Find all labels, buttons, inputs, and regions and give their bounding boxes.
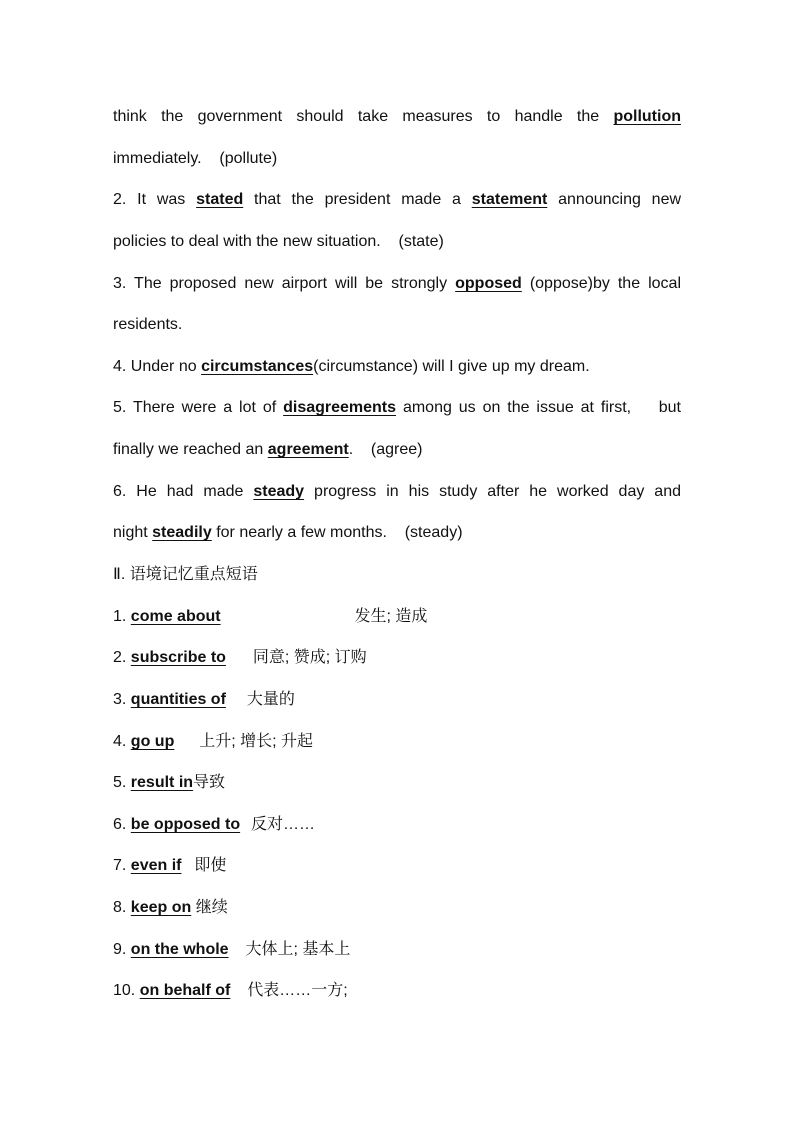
phrase-number: 7. xyxy=(113,857,127,874)
q3-answer: opposed xyxy=(455,275,522,292)
phrase-meaning: 反对…… xyxy=(251,816,316,833)
q5-line1 xyxy=(113,397,681,419)
phrase: go up xyxy=(130,733,175,750)
phrase-meaning: 大量的 xyxy=(246,691,295,708)
q1-line2 xyxy=(113,148,681,170)
list-item xyxy=(113,606,681,628)
list-item xyxy=(113,647,681,669)
phrase-meaning: 同意; 赞成; 订购 xyxy=(252,649,367,666)
list-item xyxy=(113,731,681,753)
phrase-meaning: 大体上; 基本上 xyxy=(245,941,351,958)
phrase: subscribe to xyxy=(130,649,226,666)
phrase-number: 8. xyxy=(113,899,127,916)
list-item xyxy=(113,980,681,1002)
q1-text: think the government should take measures to handle the xyxy=(113,108,600,125)
list-item xyxy=(113,897,681,919)
q5-answer-1: disagreements xyxy=(283,399,397,416)
phrase: on behalf of xyxy=(139,982,231,999)
q4-answer: circumstances xyxy=(201,358,314,375)
list-item xyxy=(113,814,681,836)
phrase-number: 1. xyxy=(113,608,127,625)
phrase-meaning: 即使 xyxy=(194,857,227,874)
q3-line2 xyxy=(113,314,681,336)
q2-answer-2: statement xyxy=(471,191,548,208)
q6-answer-1: steady xyxy=(253,483,305,500)
phrase: on the whole xyxy=(130,941,229,958)
q4-text-post: (circumstance) will I give up my dream. xyxy=(313,358,590,375)
list-item xyxy=(113,855,681,877)
q2-line1 xyxy=(113,189,681,211)
phrase: quantities of xyxy=(130,691,226,708)
phrase-meaning: 上升; 增长; 升起 xyxy=(199,733,314,750)
phrase: result in xyxy=(130,774,194,791)
q6-text-post: progress in his study after he worked day and xyxy=(314,483,682,500)
phrase-number: 5. xyxy=(113,774,127,791)
phrase: keep on xyxy=(130,899,192,916)
q5-text-2: finally we reached an xyxy=(113,441,264,458)
phrase: even if xyxy=(130,857,182,874)
q3-text-2: residents. xyxy=(113,316,183,333)
q6-line1 xyxy=(113,481,681,503)
phrase-meaning: 发生; 造成 xyxy=(354,608,428,625)
q2-answer-1: stated xyxy=(196,191,244,208)
section-title: Ⅱ. 语境记忆重点短语 xyxy=(113,566,258,583)
q3-text-post: (oppose)by the local xyxy=(529,275,682,292)
q5-text-post: among us on the issue at first, but xyxy=(402,399,681,416)
q1-text-2: immediately. (pollute) xyxy=(113,150,278,167)
q3-text: 3. The proposed new airport will be strongly xyxy=(113,275,448,292)
q2-text-post: announcing new xyxy=(558,191,682,208)
q1-line1 xyxy=(113,106,681,128)
phrase: be opposed to xyxy=(130,816,241,833)
phrase: come about xyxy=(130,608,221,625)
phrase-meaning: 代表……一方; xyxy=(247,982,348,999)
q2-text-mid: that the president made a xyxy=(254,191,461,208)
q6-text-2-post: for nearly a few months. (steady) xyxy=(216,524,463,541)
q6-line2 xyxy=(113,522,681,544)
phrase-meaning: 继续 xyxy=(195,899,228,916)
phrase-number: 10. xyxy=(113,982,136,999)
q4-text: 4. Under no xyxy=(113,358,197,375)
q5-text-2-post: . (agree) xyxy=(348,441,423,458)
q2-line2 xyxy=(113,231,681,253)
q6-answer-2: steadily xyxy=(152,524,212,541)
phrase-number: 3. xyxy=(113,691,127,708)
phrase-meaning: 导致 xyxy=(193,774,226,791)
q4-line1 xyxy=(113,356,681,378)
list-item xyxy=(113,939,681,961)
q3-line1 xyxy=(113,273,681,295)
q1-answer: pollution xyxy=(613,108,681,125)
list-item xyxy=(113,772,681,794)
phrase-number: 2. xyxy=(113,649,127,666)
q5-text: 5. There were a lot of xyxy=(113,399,277,416)
q2-text-2: policies to deal with the new situation. (state) xyxy=(113,233,444,250)
q2-text: 2. It was xyxy=(113,191,186,208)
q5-line2 xyxy=(113,439,681,461)
q5-answer-2: agreement xyxy=(267,441,349,458)
q6-text: 6. He had made xyxy=(113,483,244,500)
list-item xyxy=(113,689,681,711)
q6-text-2: night xyxy=(113,524,148,541)
phrase-number: 4. xyxy=(113,733,127,750)
phrase-number: 6. xyxy=(113,816,127,833)
phrase-number: 9. xyxy=(113,941,127,958)
